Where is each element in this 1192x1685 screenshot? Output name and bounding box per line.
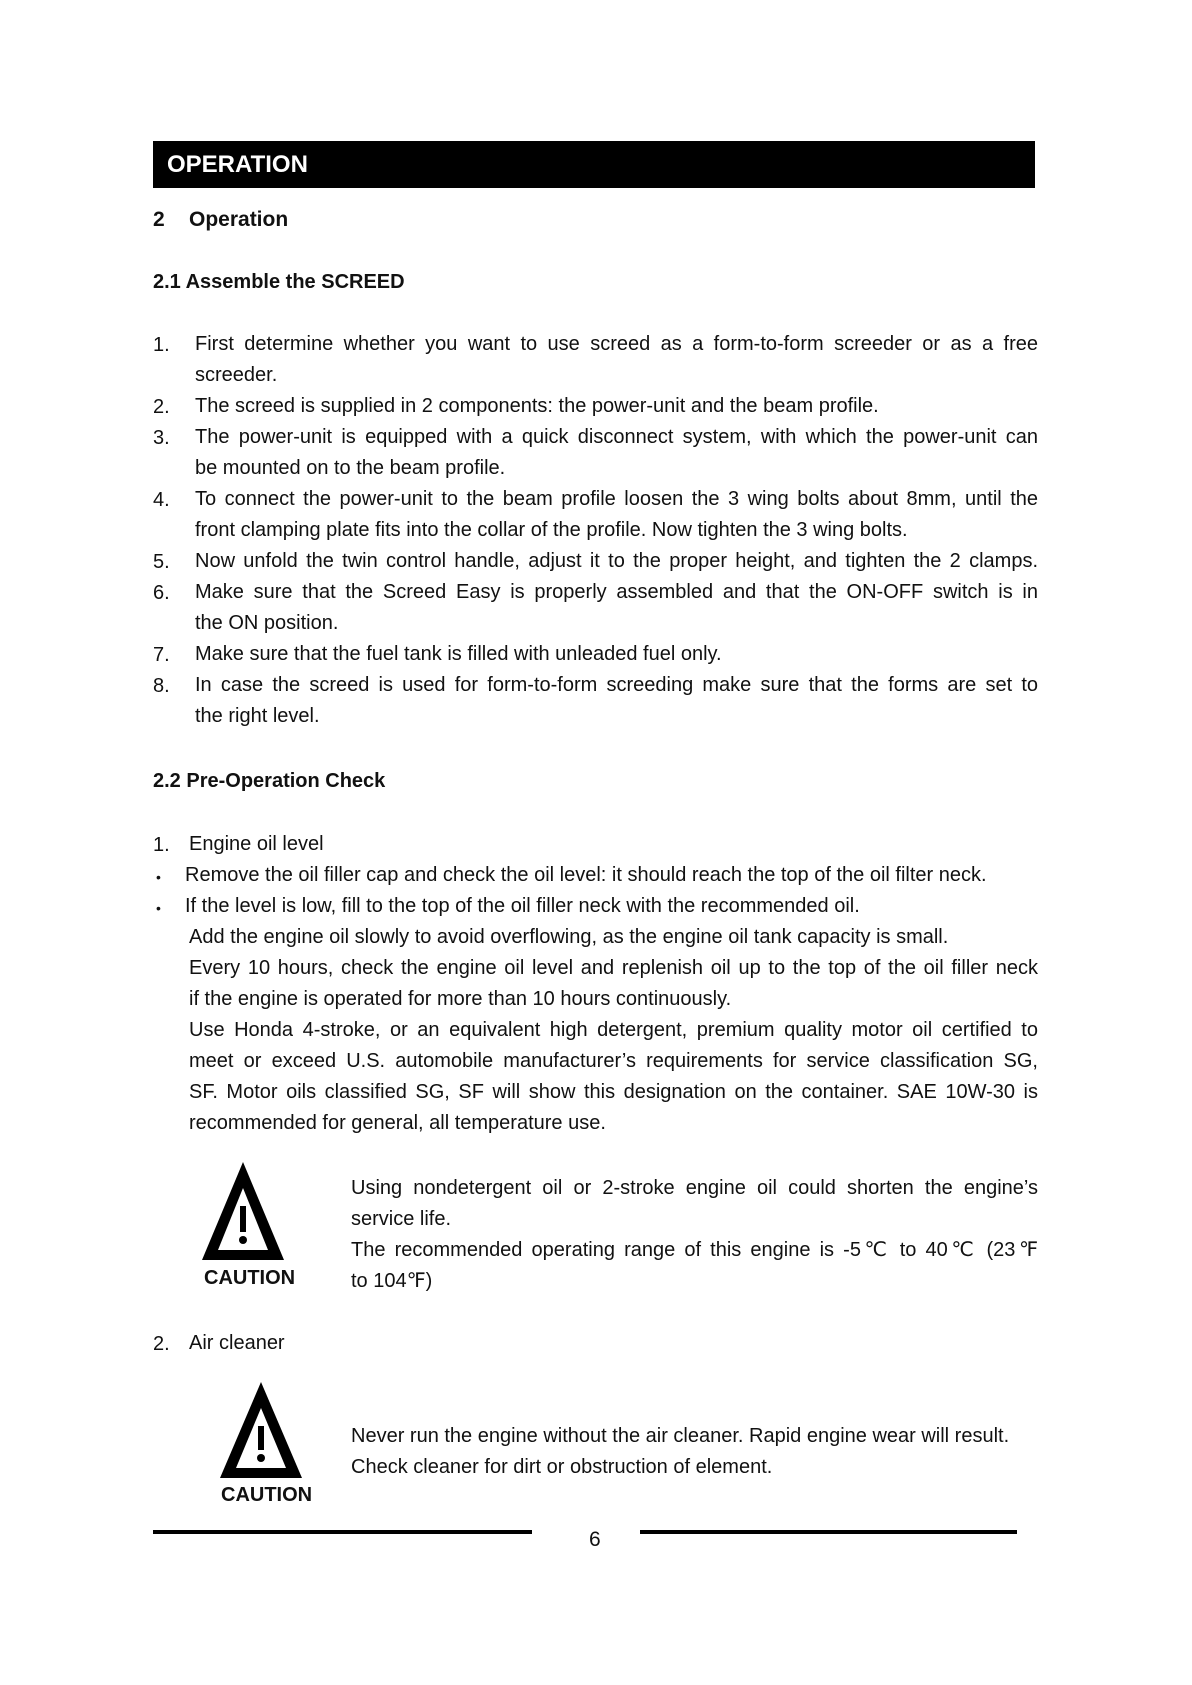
paragraph-line: Use Honda 4-stroke, or an equivalent high detergent, premium quality motor oil certified to: [189, 1019, 1038, 1041]
list-number: 8.: [153, 675, 170, 697]
section-title: Operation: [189, 208, 289, 231]
caution-label: CAUTION: [204, 1267, 296, 1289]
footer-rule-right: [640, 1530, 1017, 1534]
list-number: 7.: [153, 644, 170, 666]
list-number: 6.: [153, 582, 170, 604]
list-item-line: Make sure that the fuel tank is filled with unleaded fuel only.: [195, 643, 722, 665]
paragraph-line: recommended for general, all temperature use.: [189, 1112, 606, 1134]
list-item-line: First determine whether you want to use screed as a form-to-form screeder or as a free: [195, 333, 1038, 355]
list-item-line: The power-unit is equipped with a quick disconnect system, with which the power-unit can: [195, 426, 1038, 448]
list-item-line: The screed is supplied in 2 components: the power-unit and the beam profile.: [195, 395, 879, 417]
list-number: 1.: [153, 834, 170, 856]
caution-label: CAUTION: [221, 1484, 313, 1506]
check-item-title: Air cleaner: [189, 1332, 285, 1354]
list-item-line: the right level.: [195, 705, 320, 727]
subsection-heading-preop: 2.2 Pre-Operation Check: [153, 770, 386, 792]
list-number: 1.: [153, 334, 170, 356]
paragraph-line: meet or exceed U.S. automobile manufacturer’s requirements for service classification SG,: [189, 1050, 1038, 1072]
paragraph-line: SF. Motor oils classified SG, SF will show this designation on the container. SAE 10W-30 is: [189, 1081, 1038, 1103]
list-item-line: be mounted on to the beam profile.: [195, 457, 506, 479]
list-number: 2.: [153, 396, 170, 418]
caution-text-line: to 104℉): [351, 1270, 433, 1292]
list-number: 4.: [153, 489, 170, 511]
caution-warning-icon: [216, 1378, 306, 1482]
paragraph-line: Add the engine oil slowly to avoid overflowing, as the engine oil tank capacity is small.: [189, 926, 949, 948]
caution-text-line: Never run the engine without the air cleaner. Rapid engine wear will result.: [351, 1425, 1010, 1447]
caution-text-line: The recommended operating range of this engine is -5℃ to 40℃ (23℉: [351, 1239, 1038, 1261]
section-banner: [153, 141, 1035, 188]
bullet-text: If the level is low, fill to the top of the oil filler neck with the recommended oil.: [185, 895, 860, 917]
list-item-line: the ON position.: [195, 612, 339, 634]
list-number: 3.: [153, 427, 170, 449]
list-item-line: front clamping plate fits into the collar of the profile. Now tighten the 3 wing bolts.: [195, 519, 908, 541]
check-item-title: Engine oil level: [189, 833, 324, 855]
bullet-text: Remove the oil filler cap and check the oil level: it should reach the top of the oil filter neck.: [185, 864, 987, 886]
caution-text-line: service life.: [351, 1208, 452, 1230]
paragraph-line: Every 10 hours, check the engine oil level and replenish oil up to the top of the oil filler neck: [189, 957, 1038, 979]
bullet-dot: •: [156, 869, 161, 885]
banner-title: OPERATION: [167, 150, 308, 178]
list-item-line: Make sure that the Screed Easy is properly assembled and that the ON-OFF switch is in: [195, 581, 1038, 603]
section-number: 2: [153, 208, 165, 231]
list-item-line: screeder.: [195, 364, 278, 386]
subsection-heading-assemble: 2.1 Assemble the SCREED: [153, 271, 405, 293]
bullet-dot: •: [156, 900, 161, 916]
list-item-line: Now unfold the twin control handle, adjust it to the proper height, and tighten the 2 clamps.: [195, 550, 1038, 572]
list-item-line: To connect the power-unit to the beam profile loosen the 3 wing bolts about 8mm, until the: [195, 488, 1038, 510]
list-item-line: In case the screed is used for form-to-form screeding make sure that the forms are set to: [195, 674, 1038, 696]
caution-warning-icon: [198, 1158, 288, 1264]
list-number: 5.: [153, 551, 170, 573]
paragraph-line: if the engine is operated for more than 10 hours continuously.: [189, 988, 732, 1010]
caution-text-line: Using nondetergent oil or 2-stroke engine oil could shorten the engine’s: [351, 1177, 1038, 1199]
caution-text-line: Check cleaner for dirt or obstruction of element.: [351, 1456, 773, 1478]
list-number: 2.: [153, 1333, 170, 1355]
footer-rule-left: [153, 1530, 532, 1534]
page-number: 6: [589, 1528, 601, 1551]
